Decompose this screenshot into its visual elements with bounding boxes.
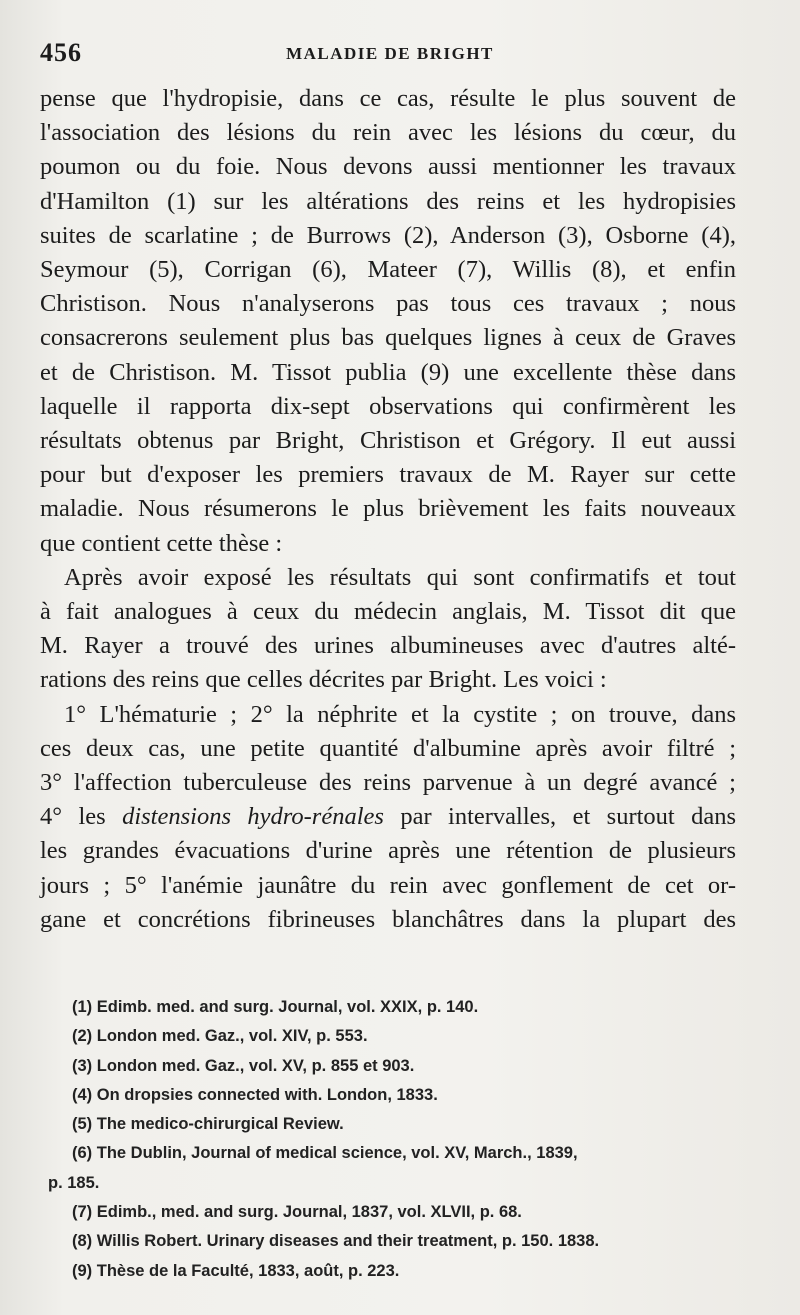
text-line: jours ; 5° l'anémie jaunâtre du rein avec gonflement de cet or- bbox=[40, 871, 736, 899]
text-fragment: 4° les bbox=[40, 803, 106, 831]
text-line: Après avoir exposé les résultats qui sont confirmatifs et tout bbox=[64, 563, 736, 591]
text-line: résultats obtenus par Bright, Christison et Grégory. Il eut aussi bbox=[40, 427, 736, 455]
italic-term: distensions hydro-rénales bbox=[122, 803, 384, 831]
footnote: (6) The Dublin, Journal of medical science, vol. XV, March., 1839, bbox=[72, 1144, 578, 1163]
text-line: ces deux cas, une petite quantité d'albumine après avoir filtré ; bbox=[40, 734, 736, 762]
text-line: maladie. Nous résumerons le plus brièvement les faits nouveaux bbox=[40, 495, 736, 523]
footnotes bbox=[48, 993, 738, 1286]
text-line: les grandes évacuations d'urine après une rétention de plusieurs bbox=[40, 837, 736, 865]
text-line: suites de scarlatine ; de Burrows (2), Anderson (3), Osborne (4), bbox=[40, 221, 736, 249]
footnote: (8) Willis Robert. Urinary diseases and their treatment, p. 150. 1838. bbox=[72, 1232, 600, 1251]
text-line: Seymour (5), Corrigan (6), Mateer (7), Willis (8), et enfin bbox=[40, 256, 736, 284]
footnote: (5) The medico-chirurgical Review. bbox=[72, 1115, 344, 1134]
text-line-mixed bbox=[40, 800, 736, 834]
text-line: et de Christison. M. Tissot publia (9) une excellente thèse dans bbox=[40, 358, 736, 386]
footnote: (3) London med. Gaz., vol. XV, p. 855 et 903. bbox=[72, 1056, 415, 1075]
footnote-continuation: p. 185. bbox=[48, 1173, 100, 1192]
text-line: M. Rayer a trouvé des urines albumineuses avec d'autres alté- bbox=[40, 632, 736, 660]
text-line: Christison. Nous n'analyserons pas tous ces travaux ; nous bbox=[40, 290, 736, 318]
text-line: l'association des lésions du rein avec les lésions du cœur, du bbox=[40, 119, 736, 147]
footnote: (9) Thèse de la Faculté, 1833, août, p. 223. bbox=[72, 1261, 400, 1280]
text-line: pense que l'hydropisie, dans ce cas, résulte le plus souvent de bbox=[40, 85, 736, 112]
text-line: 1° L'hématurie ; 2° la néphrite et la cystite ; on trouve, dans bbox=[64, 700, 736, 728]
text-line: poumon ou du foie. Nous devons aussi mentionner les travaux bbox=[40, 153, 736, 181]
running-title: MALADIE DE BRIGHT bbox=[286, 44, 494, 63]
text-line: rations des reins que celles décrites par Bright. Les voici : bbox=[40, 666, 607, 694]
footnote: (1) Edimb. med. and surg. Journal, vol. XXIX, p. 140. bbox=[72, 998, 479, 1016]
text-fragment: par intervalles, et surtout dans bbox=[400, 803, 737, 831]
text-line: d'Hamilton (1) sur les altérations des reins et les hydropisies bbox=[40, 187, 736, 215]
body-text bbox=[40, 82, 736, 937]
page-header bbox=[40, 38, 740, 68]
page-number: 456 bbox=[40, 38, 82, 67]
text-line: 3° l'affection tuberculeuse des reins parvenue à un degré avancé ; bbox=[40, 769, 736, 797]
footnote: (4) On dropsies connected with. London, 1833. bbox=[72, 1085, 438, 1104]
text-line: pour but d'exposer les premiers travaux de M. Rayer sur cette bbox=[40, 461, 736, 489]
text-line: gane et concrétions fibrineuses blanchâtres dans la plupart des bbox=[40, 905, 736, 933]
footnote: (7) Edimb., med. and surg. Journal, 1837, vol. XLVII, p. 68. bbox=[72, 1203, 522, 1222]
text-line: laquelle il rapporta dix-sept observations qui confirmèrent les bbox=[40, 392, 736, 420]
footnote: (2) London med. Gaz., vol. XIV, p. 553. bbox=[72, 1027, 368, 1046]
text-line: que contient cette thèse : bbox=[40, 529, 283, 557]
text-line: consacrerons seulement plus bas quelques lignes à ceux de Graves bbox=[40, 324, 736, 352]
text-line: à fait analogues à ceux du médecin anglais, M. Tissot dit que bbox=[40, 598, 736, 626]
